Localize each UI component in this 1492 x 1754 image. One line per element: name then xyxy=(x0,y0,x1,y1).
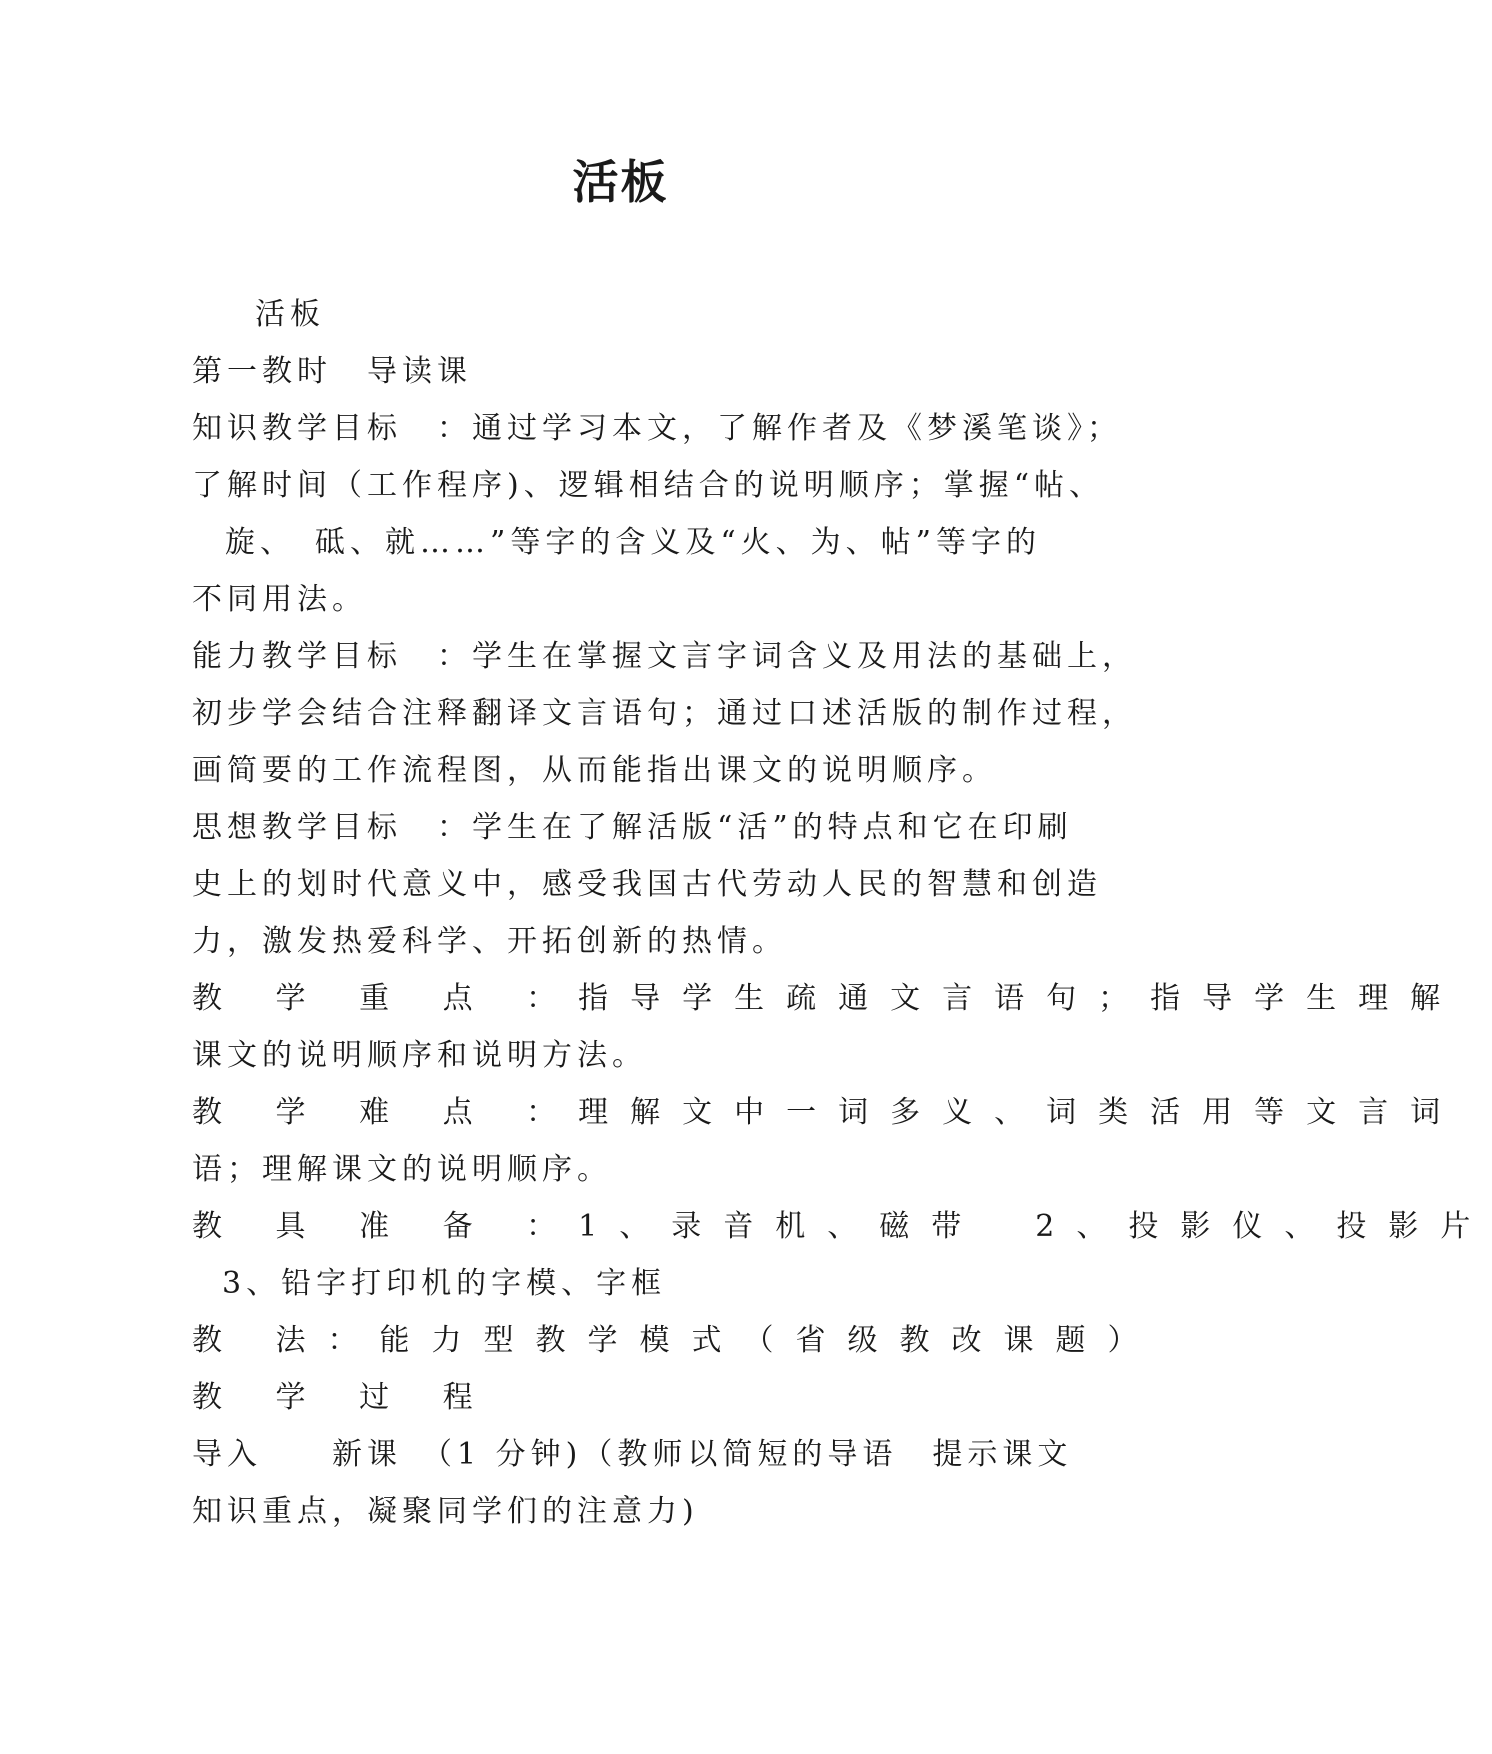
text-line: 力，激发热爱科学、开拓创新的热情。 xyxy=(192,924,787,959)
text-line: 语；理解课文的说明顺序。 xyxy=(192,1152,612,1187)
text-line: 活板 xyxy=(255,297,325,332)
text-line: 初步学会结合注释翻译文言语句；通过口述活版的制作过程， xyxy=(192,696,1137,731)
text-line: 了解时间（工作程序)、逻辑相结合的说明顺序；掌握“帖、 xyxy=(192,468,1105,503)
text-line: 教 学 过 程 xyxy=(192,1380,495,1415)
text-line: 画简要的工作流程图，从而能指出课文的说明顺序。 xyxy=(192,753,997,788)
text-line: 知识教学目标 ：通过学习本文，了解作者及《梦溪笔谈》； xyxy=(192,411,1122,446)
text-line: 第一教时 导读课 xyxy=(192,354,472,389)
text-line: 教 学 难 点 ：理解文中一词多义、词类活用等文言词 xyxy=(192,1095,1463,1130)
document-title: 活板 xyxy=(572,155,669,209)
text-line: 导入 新课 （1 分钟)（教师以简短的导语 提示课文 xyxy=(192,1437,1073,1472)
text-line: 不同用法。 xyxy=(192,582,367,617)
text-line: 知识重点，凝聚同学们的注意力) xyxy=(192,1494,699,1529)
text-line: 课文的说明顺序和说明方法。 xyxy=(192,1038,647,1073)
text-line: 旋、 砥、就……”等字的含义及“火、为、帖”等字的 xyxy=(225,525,1042,560)
text-line: 教 法：能力型教学模式（省级教改课题） xyxy=(192,1323,1160,1358)
text-line: 史上的划时代意义中，感受我国古代劳动人民的智慧和创造 xyxy=(192,867,1102,902)
text-line: 思想教学目标 ：学生在了解活版“活”的特点和它在印刷 xyxy=(192,810,1073,845)
text-line: 3、铅字打印机的字模、字框 xyxy=(222,1266,667,1301)
text-line: 教 具 准 备 ：1、录音机、磁带 2、投影仪、投影片 xyxy=(192,1209,1492,1244)
text-line: 能力教学目标 ：学生在掌握文言字词含义及用法的基础上， xyxy=(192,639,1137,674)
text-line: 教 学 重 点 ：指导学生疏通文言语句；指导学生理解 xyxy=(192,981,1463,1016)
